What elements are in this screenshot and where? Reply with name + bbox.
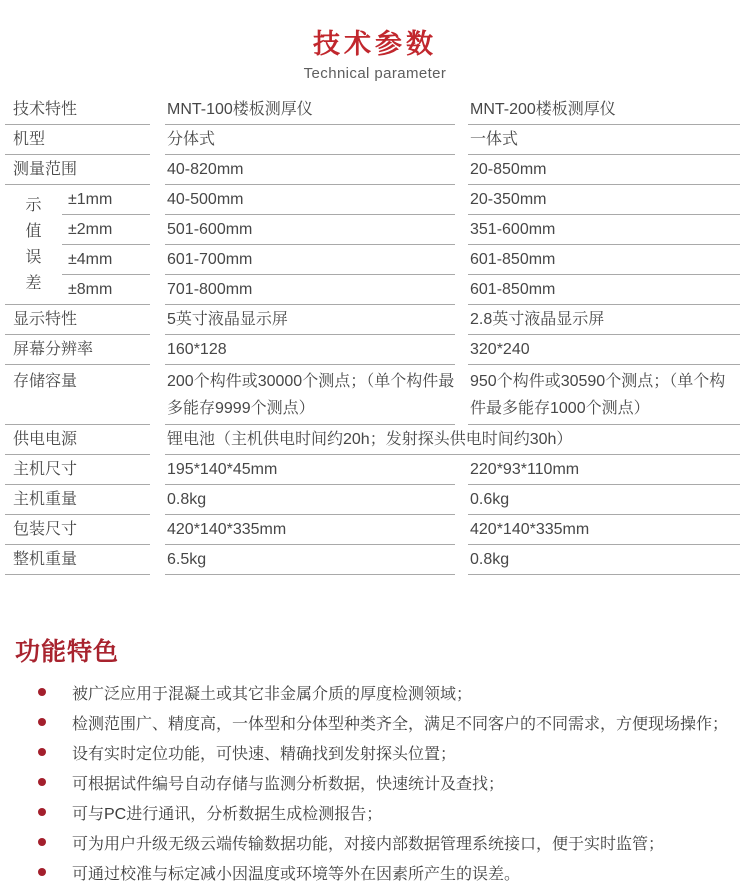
cell-mnt100: 200个构件或30000个测点；（单个构件最多能存9999个测点） [165, 365, 455, 425]
cell-mnt100: 601-700mm [165, 245, 455, 275]
table-row-storage [5, 365, 745, 425]
row-label: 包装尺寸 [5, 515, 150, 545]
table-row-display [5, 305, 745, 335]
tolerance-cell: ±8mm [62, 275, 150, 305]
row-label: 屏幕分辨率 [5, 335, 150, 365]
vertical-label: 示值误差 [25, 196, 42, 292]
feature-item [15, 737, 750, 767]
table-row-model-type [5, 125, 745, 155]
row-label: 主机重量 [5, 485, 150, 515]
cell-mnt100: 195*140*45mm [165, 455, 455, 485]
cell-mnt100: 40-820mm [165, 155, 455, 185]
cell-mnt200: 420*140*335mm [468, 515, 740, 545]
cell-mnt200: 950个构件或30590个测点；（单个构件最多能存1000个测点） [468, 365, 740, 425]
feature-item [15, 677, 750, 707]
column-gap [455, 365, 468, 425]
tolerance-cell: ±1mm [62, 185, 150, 215]
bullet-icon [38, 778, 46, 786]
page-subtitle: Technical parameter [303, 65, 447, 83]
cell-mnt200: 0.8kg [468, 545, 740, 575]
bullet-icon [38, 868, 46, 876]
cell-mnt200: 601-850mm [468, 275, 740, 305]
column-gap [150, 425, 165, 455]
cell-mnt100: 5英寸液晶显示屏 [165, 305, 455, 335]
column-gap [455, 335, 468, 365]
cell-mnt200: 20-850mm [468, 155, 740, 185]
table-row-tech-feature [5, 95, 745, 125]
cell-mnt100: 6.5kg [165, 545, 455, 575]
cell-mnt200: MNT-200楼板测厚仪 [468, 95, 740, 125]
table-row-power [5, 425, 745, 455]
bullet-icon [38, 838, 46, 846]
page-header [0, 0, 750, 82]
column-gap [150, 305, 165, 335]
cell-mnt200: 351-600mm [468, 215, 740, 245]
feature-item [15, 827, 750, 857]
cell-mnt200: 20-350mm [468, 185, 740, 215]
page-title: 技术参数 [313, 29, 437, 59]
row-label: 主机尺寸 [5, 455, 150, 485]
feature-item [15, 707, 750, 737]
column-gap [150, 515, 165, 545]
bullet-icon [38, 718, 46, 726]
cell-mnt200: 一体式 [468, 125, 740, 155]
feature-text: 检测范围广、精度高，一体型和分体型种类齐全，满足不同客户的不同需求，方便现场操作； [72, 715, 729, 733]
column-gap [455, 515, 468, 545]
column-gap [455, 455, 468, 485]
table-row-package-size [5, 515, 745, 545]
features-heading: 功能特色 [15, 638, 120, 667]
cell-mnt100: MNT-100楼板测厚仪 [165, 95, 455, 125]
spec-table [5, 95, 745, 575]
column-gap [455, 485, 468, 515]
row-label: 技术特性 [5, 95, 150, 125]
bullet-icon [38, 808, 46, 816]
column-gap [455, 305, 468, 335]
feature-item [15, 797, 750, 827]
tolerance-values-mnt100 [165, 185, 455, 305]
cell-mnt200: 0.6kg [468, 485, 740, 515]
bullet-icon [38, 688, 46, 696]
row-label: 存储容量 [5, 365, 150, 425]
features-section [15, 637, 750, 887]
cell-mnt200: 601-850mm [468, 245, 740, 275]
column-gap [150, 185, 165, 305]
tolerance-group-label-cell [5, 185, 62, 305]
cell-mnt100: 40-500mm [165, 185, 455, 215]
table-row-host-size [5, 455, 745, 485]
feature-list [15, 677, 750, 887]
tolerance-cell: ±4mm [62, 245, 150, 275]
column-gap [455, 125, 468, 155]
table-row-total-weight [5, 545, 745, 575]
cell-mnt100: 0.8kg [165, 485, 455, 515]
row-label: 测量范围 [5, 155, 150, 185]
column-gap [150, 125, 165, 155]
feature-item [15, 857, 750, 887]
cell-mnt200: 2.8英寸液晶显示屏 [468, 305, 740, 335]
bullet-icon [38, 748, 46, 756]
column-gap [150, 95, 165, 125]
cell-mnt100: 701-800mm [165, 275, 455, 305]
cell-mnt200: 320*240 [468, 335, 740, 365]
row-label: 机型 [5, 125, 150, 155]
tolerance-group [5, 185, 745, 305]
column-gap [150, 455, 165, 485]
cell-mnt100: 160*128 [165, 335, 455, 365]
column-gap [150, 545, 165, 575]
cell-power-value: 锂电池（主机供电时间约20h；发射探头供电时间约30h） [165, 425, 740, 455]
feature-text: 可为用户升级无级云端传输数据功能，对接内部数据管理系统接口，便于实时监管； [72, 835, 665, 853]
column-gap [455, 185, 468, 305]
column-gap [455, 545, 468, 575]
feature-text: 设有实时定位功能，可快速、精确找到发射探头位置； [72, 745, 457, 763]
column-gap [150, 155, 165, 185]
column-gap [150, 485, 165, 515]
row-label: 整机重量 [5, 545, 150, 575]
table-row-resolution [5, 335, 745, 365]
row-label: 显示特性 [5, 305, 150, 335]
feature-text: 可与PC进行通讯，分析数据生成检测报告； [72, 805, 383, 823]
column-gap [150, 365, 165, 425]
table-row-measure-range [5, 155, 745, 185]
feature-text: 可根据试件编号自动存储与监测分析数据，快速统计及查找； [72, 775, 505, 793]
cell-mnt100: 420*140*335mm [165, 515, 455, 545]
row-label: 供电电源 [5, 425, 150, 455]
column-gap [455, 95, 468, 125]
feature-item [15, 767, 750, 797]
column-gap [455, 155, 468, 185]
cell-mnt200: 220*93*110mm [468, 455, 740, 485]
cell-mnt100: 分体式 [165, 125, 455, 155]
table-row-host-weight [5, 485, 745, 515]
tolerance-values-mnt200 [468, 185, 740, 305]
tolerance-subcolumn [62, 185, 150, 305]
cell-mnt100: 501-600mm [165, 215, 455, 245]
feature-text: 可通过校准与标定减小因温度或环境等外在因素所产生的误差。 [72, 865, 521, 883]
column-gap [150, 335, 165, 365]
feature-text: 被广泛应用于混凝土或其它非金属介质的厚度检测领域； [72, 685, 473, 703]
tolerance-cell: ±2mm [62, 215, 150, 245]
